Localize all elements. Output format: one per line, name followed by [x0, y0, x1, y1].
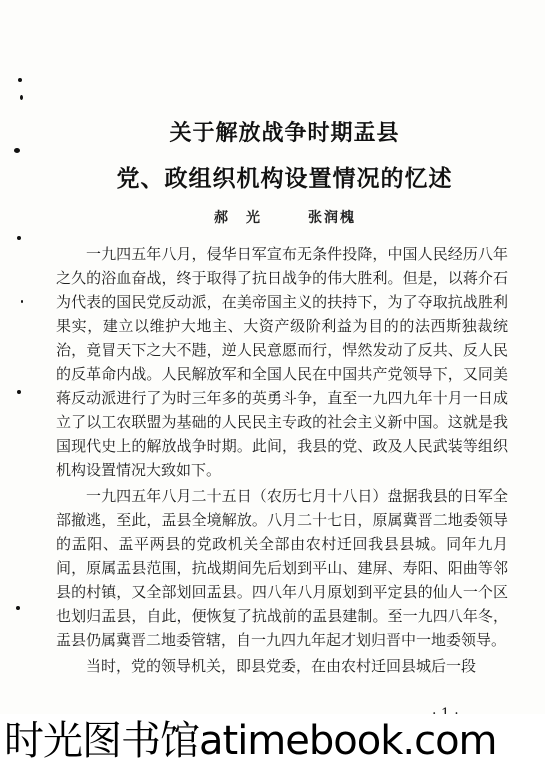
scan-speck — [17, 236, 21, 240]
author-name: 郝 光 — [214, 210, 262, 226]
paragraph: 一九四五年八月二十五日（农历七月十八日）盘据我县的日军全部撤逃，至此，盂县全境解放。八月二十七日，原属冀晋二地委领导的盂阳、盂平两县的党政机关全部由农村迁回我县县城。同年九月间，原属盂县范围，抗战期间先后划到平山、建屏、寿阳、阳曲等邻县的村镇，又全部划回盂县。四八年八月原划到平定县的仙人一个区也划归盂县，自此，便恢复了抗战前的盂县建制。至一九四八年冬，盂县仍属冀晋二地委管辖，自一九四九年起才划归晋中一地委领导。 — [56, 487, 508, 649]
scan-speck — [18, 78, 22, 82]
scan-speck — [21, 300, 23, 303]
paragraph: 一九四五年八月，侵华日军宣布无条件投降，中国人民经历八年之久的浴血奋战，终于取得了抗日战争的伟大胜利。但是，以蒋介石为代表的国民党反动派，在美帝国主义的扶持下，为了夺取抗战胜利果实，建立以维护大地主、大资产级阶利益为目的的法西斯独裁统治，竟冒天下之大不韪，逆人民意愿而行，悍然发动了反共、反人民的反革命内战。人民解放军和全国人民在中国共产党领导下，又同美蒋反动派进行了为时三年多的英勇斗争，直至一九四九年十月一日成立了以工农联盟为基础的人民民主专政的社会主义新中国。这就是我国现代史上的解放战争时期。此间，我县的党、政及人民武装等组织机构设置情况大致如下。 — [56, 245, 508, 479]
document-title-line2: 党、政组织机构设置情况的忆述 — [116, 165, 453, 192]
author-name: 张润槐 — [308, 210, 356, 226]
author-line — [214, 207, 402, 227]
document-title-line1: 关于解放战争时期盂县 — [169, 120, 400, 146]
scan-speck — [20, 95, 23, 100]
scan-speck — [17, 390, 21, 394]
paragraph: 当时，党的领导机关，即县党委，在由农村迁回县城后一段 — [86, 657, 477, 675]
body-text — [56, 242, 508, 678]
scan-speck — [16, 606, 20, 610]
watermark-banner: 时光图书馆atimebook.com — [0, 714, 545, 768]
scan-speck — [14, 148, 20, 153]
